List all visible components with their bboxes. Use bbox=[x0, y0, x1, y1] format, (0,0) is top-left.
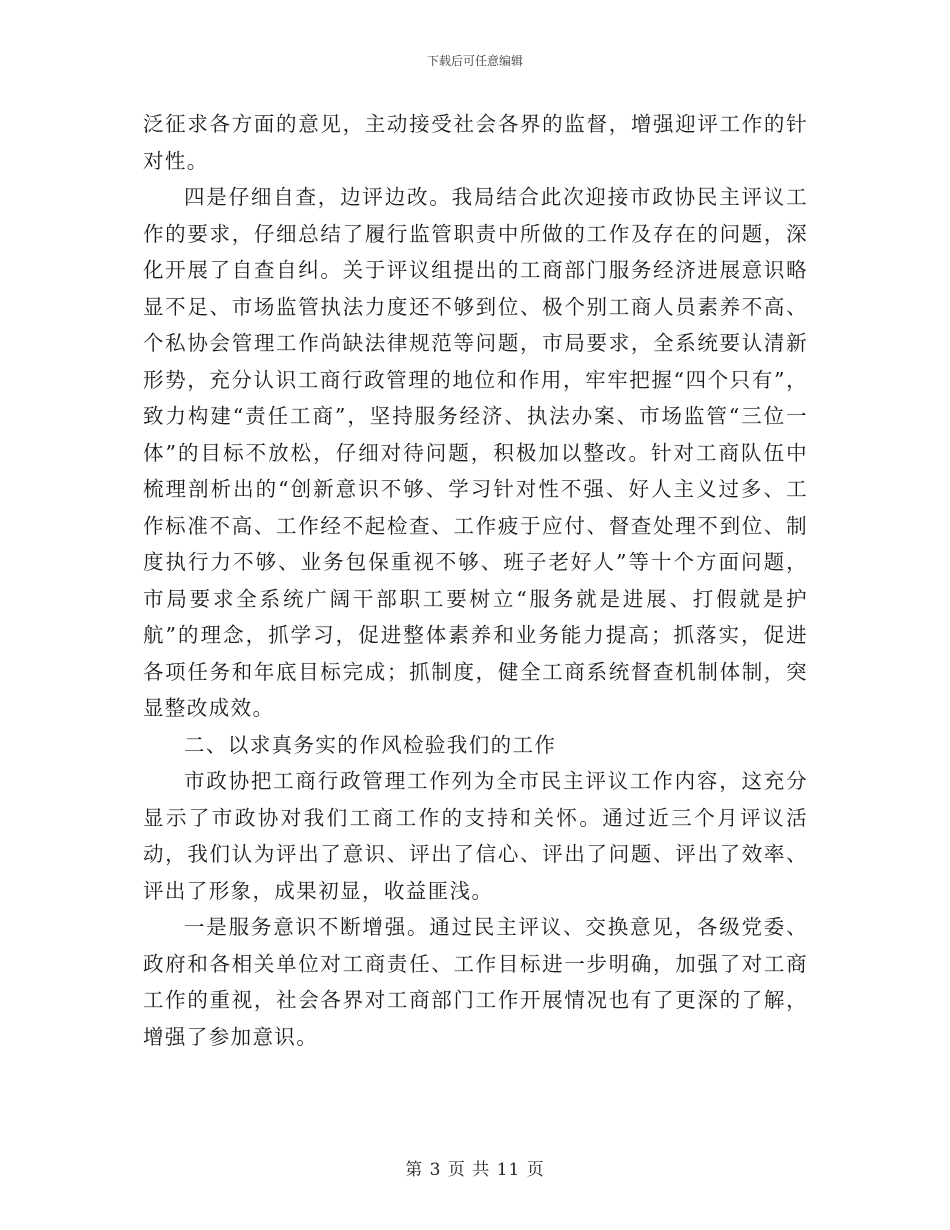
paragraph-review-results: 市政协把工商行政管理工作列为全市民主评议工作内容，这充分显示了市政协对我们工商工作的支持和关怀。通过近三个月评议活动，我们认为评出了意识、评出了信心、评出了问题、评出了效率、评出了形象，成果初显，收益匪浅。 bbox=[143, 769, 808, 903]
section-heading: 二、以求真务实的作风检验我们的工作 bbox=[184, 732, 557, 757]
page-footer-number: 第 3 页 共 11 页 bbox=[405, 1160, 545, 1180]
document-body bbox=[143, 106, 808, 1055]
paragraph-self-inspection: 四是仔细自查，边评边改。我局结合此次迎接市政协民主评议工作的要求，仔细总结了履行监管职责中所做的工作及存在的问题，深化开展了自查自纠。关于评议组提出的工商部门服务经济进展意识略显不足、市场监管执法力度还不够到位、极个别工商人员素养不高、个私协会管理工作尚缺法律规范等问题，市局要求，全系统要认清新形势，充分认识工商行政管理的地位和作用，牢牢把握“四个只有”，致力构建“责任工商”，坚持服务经济、执法办案、市场监管“三位一体”的目标不放松，仔细对待问题，积极加以整改。针对工商队伍中梳理剖析出的“创新意识不够、学习针对性不强、好人主义过多、工作标准不高、工作经不起检查、工作疲于应付、督查处理不到位、制度执行力不够、业务包保重视不够、班子老好人”等十个方面问题，市局要求全系统广阔干部职工要树立“服务就是进展、打假就是护航”的理念，抓学习，促进整体素养和业务能力提高；抓落实，促进各项任务和年底目标完成；抓制度，健全工商系统督查机制体制，突显整改成效。 bbox=[143, 185, 808, 720]
page-header-note: 下载后可任意编辑 bbox=[426, 54, 523, 68]
paragraph-continuation: 泛征求各方面的意见，主动接受社会各界的监督，增强迎评工作的针对性。 bbox=[143, 112, 808, 173]
paragraph-service-awareness: 一是服务意识不断增强。通过民主评议、交换意见，各级党委、政府和各相关单位对工商责任、工作目标进一步明确，加强了对工商工作的重视，社会各界对工商部门工作开展情况也有了更深的了解，增强了参加意识。 bbox=[143, 915, 808, 1049]
